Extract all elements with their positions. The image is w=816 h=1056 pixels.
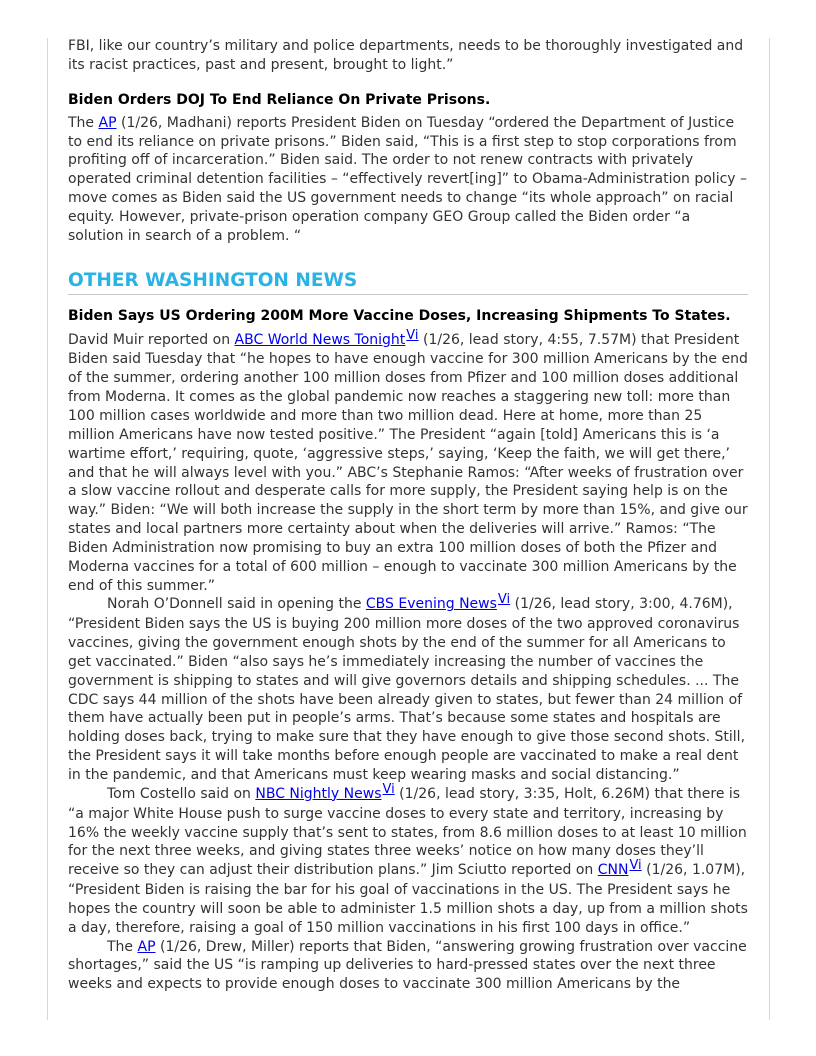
video-link-vi[interactable]: Vi (406, 327, 419, 343)
story-paragraph (68, 781, 748, 938)
paragraph-text: (1/26, lead story, 3:35, Holt, 6.26M) that there is “a major White House push to surge vaccine doses to every state and territory, increasing by 16% the weekly vaccine supply that’s sent to states, from 8.6 million doses to at least 10 million for the next three weeks, and giving states three weeks’ notice on how many doses they’ll receive so they can adjust their distribution plans.” Jim Sciutto reported on (68, 785, 747, 879)
source-link-ap[interactable]: AP (98, 114, 117, 131)
paragraph-text: Norah O’Donnell said in opening the (107, 596, 366, 613)
paragraph-text: (1/26, Drew, Miller) reports that Biden, “answering growing frustration over vaccine shortages,” said the US “is ramping up deliveries to hard-pressed states over the next three weeks and expects to provide enough doses to vaccinate 300 million Americans by the (68, 938, 747, 993)
source-link-cbs-evening-news[interactable]: CBS Evening News (365, 596, 497, 613)
video-link-vi[interactable]: Vi (382, 781, 395, 797)
source-link-cnn[interactable]: CNN (597, 862, 629, 879)
paragraph-text: Tom Costello said on (107, 785, 256, 802)
intro-paragraph: FBI, like our country’s military and police departments, needs to be thoroughly investigated and its racist practices, past and present, brought to light.” (68, 38, 744, 73)
story-headline-private-prisons: Biden Orders DOJ To End Reliance On Private Prisons. (68, 91, 491, 108)
paragraph-text: (1/26, lead story, 3:00, 4.76M), “President Biden says the US is buying 200 million more doses of the two approved coronavirus vaccines, giving the government enough shots by the end of the summer for all Americans to get vaccinated.” Biden “also says he’s immediately increasing the number of vaccines the government is shipping to states and will give governors details and shipping schedules. ... The CDC says 44 million of the shots have been already given to states, but fewer than 24 million of them have actually been put in people’s arms. That’s because some states and hospitals are holding doses back, trying to make sure that they have enough to give those second shots. Still, the President says it will take months before enough people are vaccinated to make a real dent in the pandemic, and that Americans must keep wearing masks and social distancing.” (68, 596, 746, 783)
newsletter-content (68, 37, 748, 994)
paragraph-text: The (68, 114, 99, 131)
story-paragraph (68, 592, 748, 784)
video-link-vi[interactable]: Vi (629, 858, 642, 874)
paragraph-text: David Muir reported on (68, 331, 235, 348)
section-heading: OTHER WASHINGTON NEWS (68, 269, 748, 295)
story-paragraph (68, 114, 748, 246)
source-link-ap[interactable]: AP (137, 938, 156, 955)
story-paragraph (68, 938, 748, 995)
video-link-vi[interactable]: Vi (497, 592, 511, 608)
paragraph-text: (1/26, Madhani) reports President Biden on Tuesday “ordered the Department of Justice to end its reliance on private prisons.” Biden said, “This is a first step to stop corporations from profiting off of incarceration.” Biden said. The order to not renew contracts with privately operated criminal detention facilities – “effectively revert[ing]” to Obama-Administration policy – move comes as Biden said the US government needs to change “its whole approach” on racial equity. However, private-prison operation company GEO Group called the Biden order “a solution in search of a problem. “ (68, 114, 748, 244)
story-headline-vaccine-doses: Biden Says US Ordering 200M More Vaccine Doses, Increasing Shipments To States. (68, 307, 731, 324)
paragraph-text: (1/26, 1.07M), “President Biden is raising the bar for his goal of vaccinations in the US. The President says he hopes the country will soon be able to administer 1.5 million shots a day, up from a million shots a day, therefore, raising a goal of 150 million vaccinations in his first 100 days in office.” (68, 862, 748, 936)
paragraph-text: The (107, 938, 138, 955)
paragraph-text: (1/26, lead story, 4:55, 7.57M) that President Biden said Tuesday that “he hopes to have enough vaccine for 300 million Americans by the end of the summer, ordering another 100 million doses from Pfizer and 100 million doses additional from Moderna. It comes as the global pandemic now reaches a staggering new toll: more than 100 million cases worldwide and more than two million dead. Here at home, more than 25 million Americans have now tested positive.” The President “again [told] Americans this is ‘a wartime effort,’ requiring, quote, ‘aggressive steps,’ saying, ‘Keep the faith, we will get there,’ and that he will always level with you.” ABC’s Stephanie Ramos: “After weeks of frustration over a slow vaccine rollout and desperate calls for more supply, the President saying help is on the way.” Biden: “We will both increase the supply in the short term by more than 15%, and give our states and local partners more certainty about when the deliveries will arrive.” Ramos: “The Biden Administration now promising to buy an extra 100 million doses of both the Pfizer and Moderna vaccines for a total of 600 million – enough to vaccinate 300 million Americans by the end of this summer.” (68, 331, 748, 594)
source-link-abc-world-news-tonight[interactable]: ABC World News Tonight (234, 331, 406, 348)
story-paragraph (68, 327, 748, 596)
source-link-nbc-nightly-news[interactable]: NBC Nightly News (255, 785, 382, 802)
